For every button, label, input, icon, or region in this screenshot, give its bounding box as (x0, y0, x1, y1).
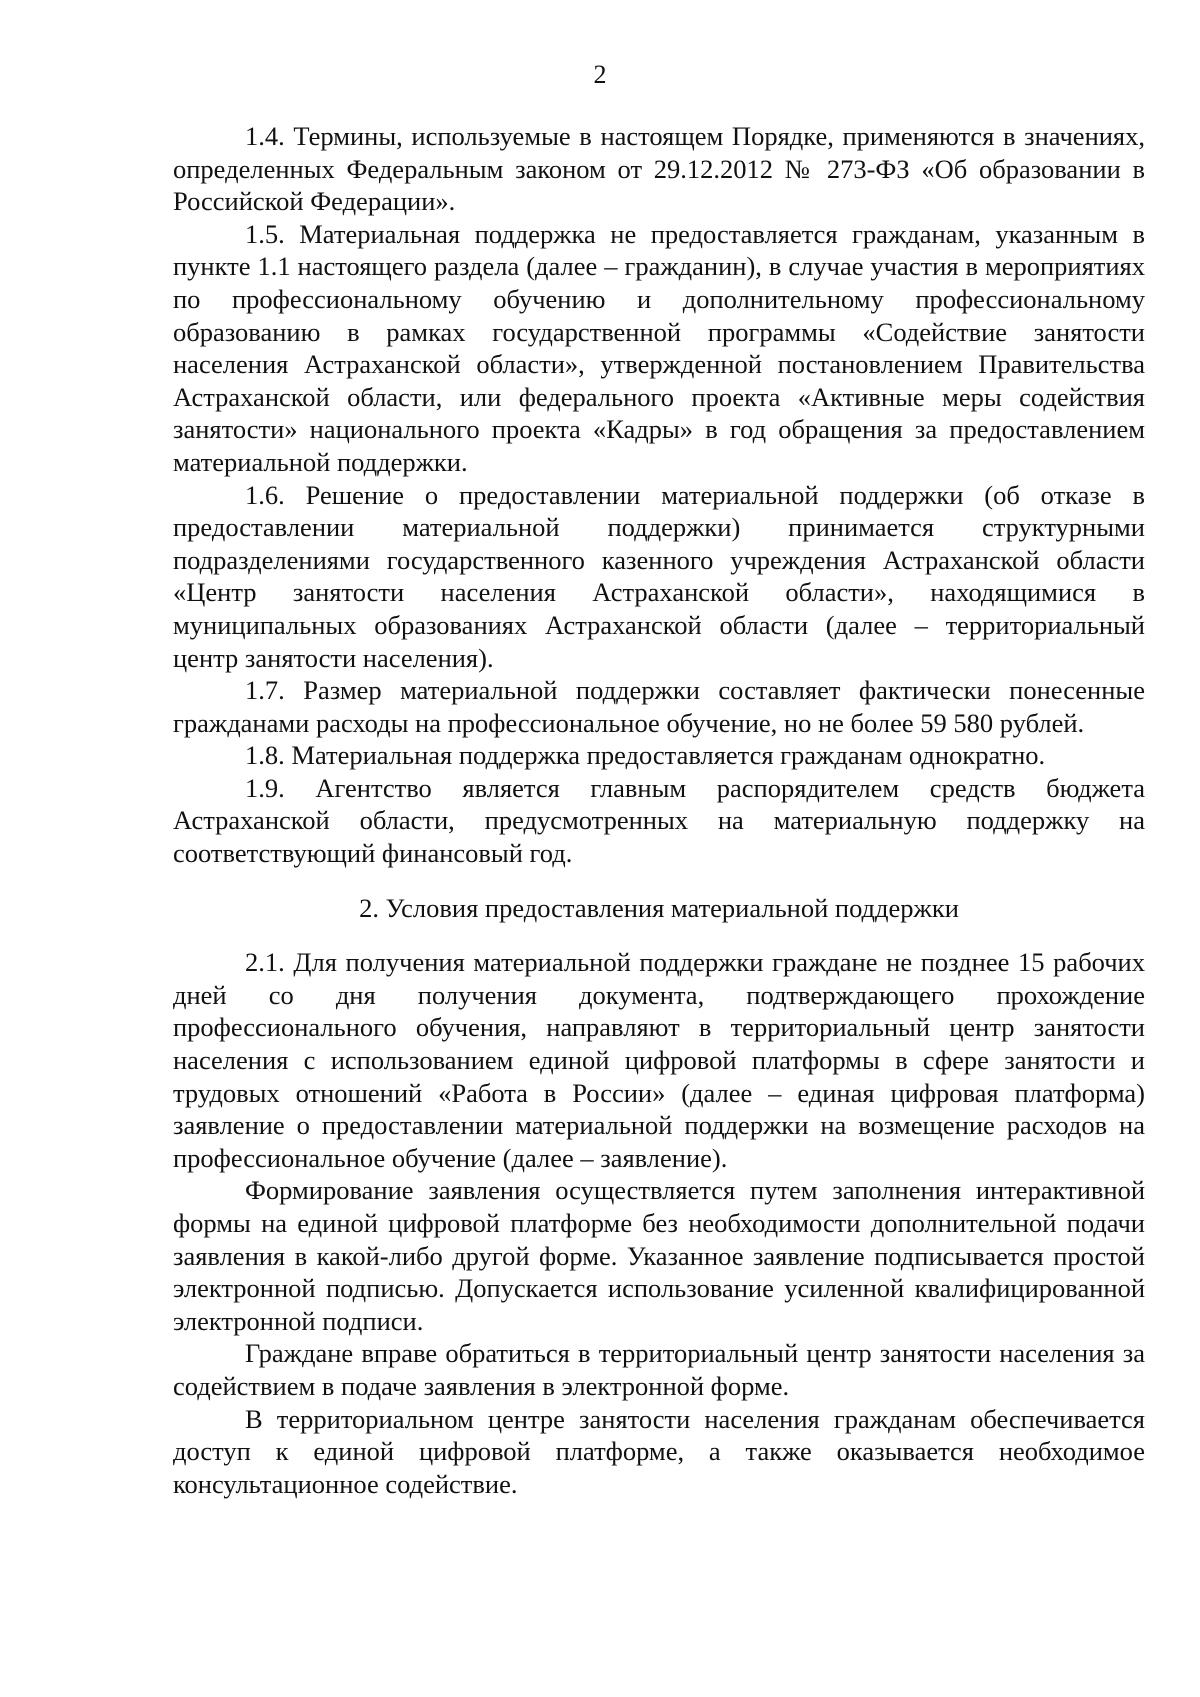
paragraph-1-4: 1.4. Термины, используемые в настоящем Порядке, применяются в значениях, определенных Федеральным законом от 29.12.2012 № 273-ФЗ «Об образовании в Российской Федерации». (173, 121, 1145, 217)
paragraph-2-1: 2.1. Для получения материальной поддержки граждане не позднее 15 рабочих дней со дня получения документа, подтверждающего прохождение профессионального обучения, направляют в территориальный центр занятости населения с использованием единой цифровой платформы в сфере занятости и трудовых отношений «Работа в России» (далее – единая цифровая платформа) заявление о предоставлении материальной поддержки на возмещение расходов на профессиональное обучение (далее – заявление). (173, 947, 1145, 1173)
paragraph-1-7: 1.7. Размер материальной поддержки составляет фактически понесенные гражданами расходы на профессиональное обучение, но не более 59 580 рублей. (173, 675, 1145, 738)
paragraph-application-form: Формирование заявления осуществляется путем заполнения интерактивной формы на единой цифровой платформе без необходимости дополнительной подачи заявления в какой-либо другой форме. Указанное заявление подписывается простой электронной подписью. Допускается использование усиленной квалифицированной электронной подписи. (173, 1175, 1145, 1336)
paragraph-1-5: 1.5. Материальная поддержка не предоставляется гражданам, указанным в пункте 1.1 настоящего раздела (далее – гражданин), в случае участия в мероприятиях по профессиональному обучению и дополнительному профессиональному образованию в рамках государственной программы «Содействие занятости населения Астраханской области», утвержденной постановлением Правительства Астраханской области, или федерального проекта «Активные меры содействия занятости» национального проекта «Кадры» в год обращения за предоставлением материальной поддержки. (173, 218, 1145, 477)
paragraph-1-9: 1.9. Агентство является главным распорядителем средств бюджета Астраханской области, предусмотренных на материальную поддержку на соответствующий финансовый год. (173, 772, 1145, 869)
page-number: 2 (593, 60, 607, 89)
paragraph-1-6: 1.6. Решение о предоставлении материальной поддержки (об отказе в предоставлении материальной поддержки) принимается структурными подразделениями государственного казенного учреждения Астраханской области «Центр занятости населения Астраханской области», находящимися в муниципальных образованиях Астраханской области (далее – территориальный центр занятости населения). (173, 479, 1145, 673)
paragraph-assistance: Граждане вправе обратиться в территориальный центр занятости населения за содействием в подаче заявления в электронной форме. (173, 1338, 1145, 1401)
paragraph-1-8: 1.8. Материальная поддержка предоставляется гражданам однократно. (245, 740, 1046, 771)
paragraph-access: В территориальном центре занятости населения гражданам обеспечивается доступ к единой цифровой платформе, а также оказывается необходимое консультационное содействие. (173, 1403, 1145, 1499)
section-heading: 2. Условия предоставления материальной поддержки (359, 892, 959, 923)
document-body (173, 120, 1145, 1500)
